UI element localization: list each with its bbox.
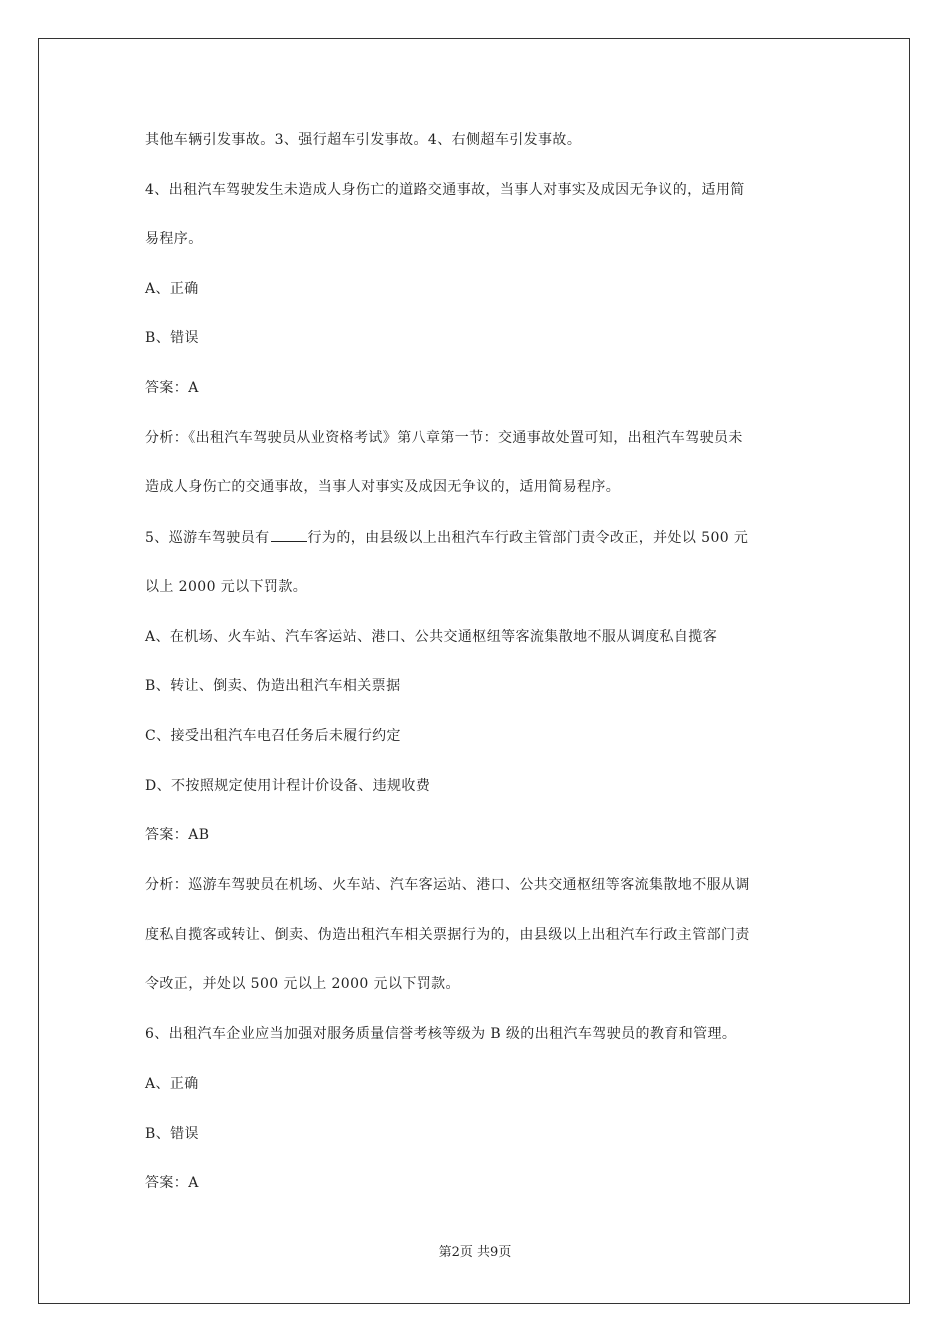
option-a: A、正确 [145,1076,199,1092]
question-5-stem: 5、巡游车驾驶员有 [145,530,270,546]
option-d: D、不按照规定使用计程计价设备、违规收费 [145,778,431,794]
answer: 答案：AB [145,827,210,843]
option-c: C、接受出租汽车电召任务后未履行约定 [145,728,401,744]
page-number-footer: 第2页 共9页 [438,1245,512,1260]
page-border [38,38,910,1304]
question-5-line-2: 以上 2000 元以下罚款。 [145,579,308,595]
fill-in-blank [271,527,307,542]
option-b: B、错误 [145,330,199,346]
option-a: A、在机场、火车站、汽车客运站、港口、公共交通枢纽等客流集散地不服从调度私自揽客 [145,629,718,645]
question-5-line-1 [145,527,748,548]
answer: 答案：A [145,1175,199,1191]
question-4-line-1: 4、出租汽车驾驶发生未造成人身伤亡的道路交通事故，当事人对事实及成因无争议的，适用简 [145,182,745,198]
option-b: B、转让、倒卖、伪造出租汽车相关票据 [145,678,401,694]
question-5-stem-rest: 行为的，由县级以上出租汽车行政主管部门责令改正，并处以 500 元 [307,530,749,546]
option-b: B、错误 [145,1126,199,1142]
analysis-line-2: 度私自揽客或转让、倒卖、伪造出租汽车相关票据行为的，由县级以上出租汽车行政主管部门责 [145,927,750,943]
analysis-line-2: 造成人身伤亡的交通事故，当事人对事实及成因无争议的，适用简易程序。 [145,479,621,495]
option-a: A、正确 [145,281,199,297]
analysis-line-1: 分析：巡游车驾驶员在机场、火车站、汽车客运站、港口、公共交通枢纽等客流集散地不服从调 [145,877,750,893]
analysis-line-1: 分析：《出租汽车驾驶员从业资格考试》第八章第一节：交通事故处置可知，出租汽车驾驶员未 [145,430,743,446]
analysis-line-3: 令改正，并处以 500 元以上 2000 元以下罚款。 [145,976,460,992]
question-6: 6、出租汽车企业应当加强对服务质量信誉考核等级为 B 级的出租汽车驾驶员的教育和管理。 [145,1026,737,1042]
text-line: 其他车辆引发事故。3、强行超车引发事故。4、右侧超车引发事故。 [145,132,582,148]
answer: 答案：A [145,380,199,396]
question-4-line-2: 易程序。 [145,231,203,247]
